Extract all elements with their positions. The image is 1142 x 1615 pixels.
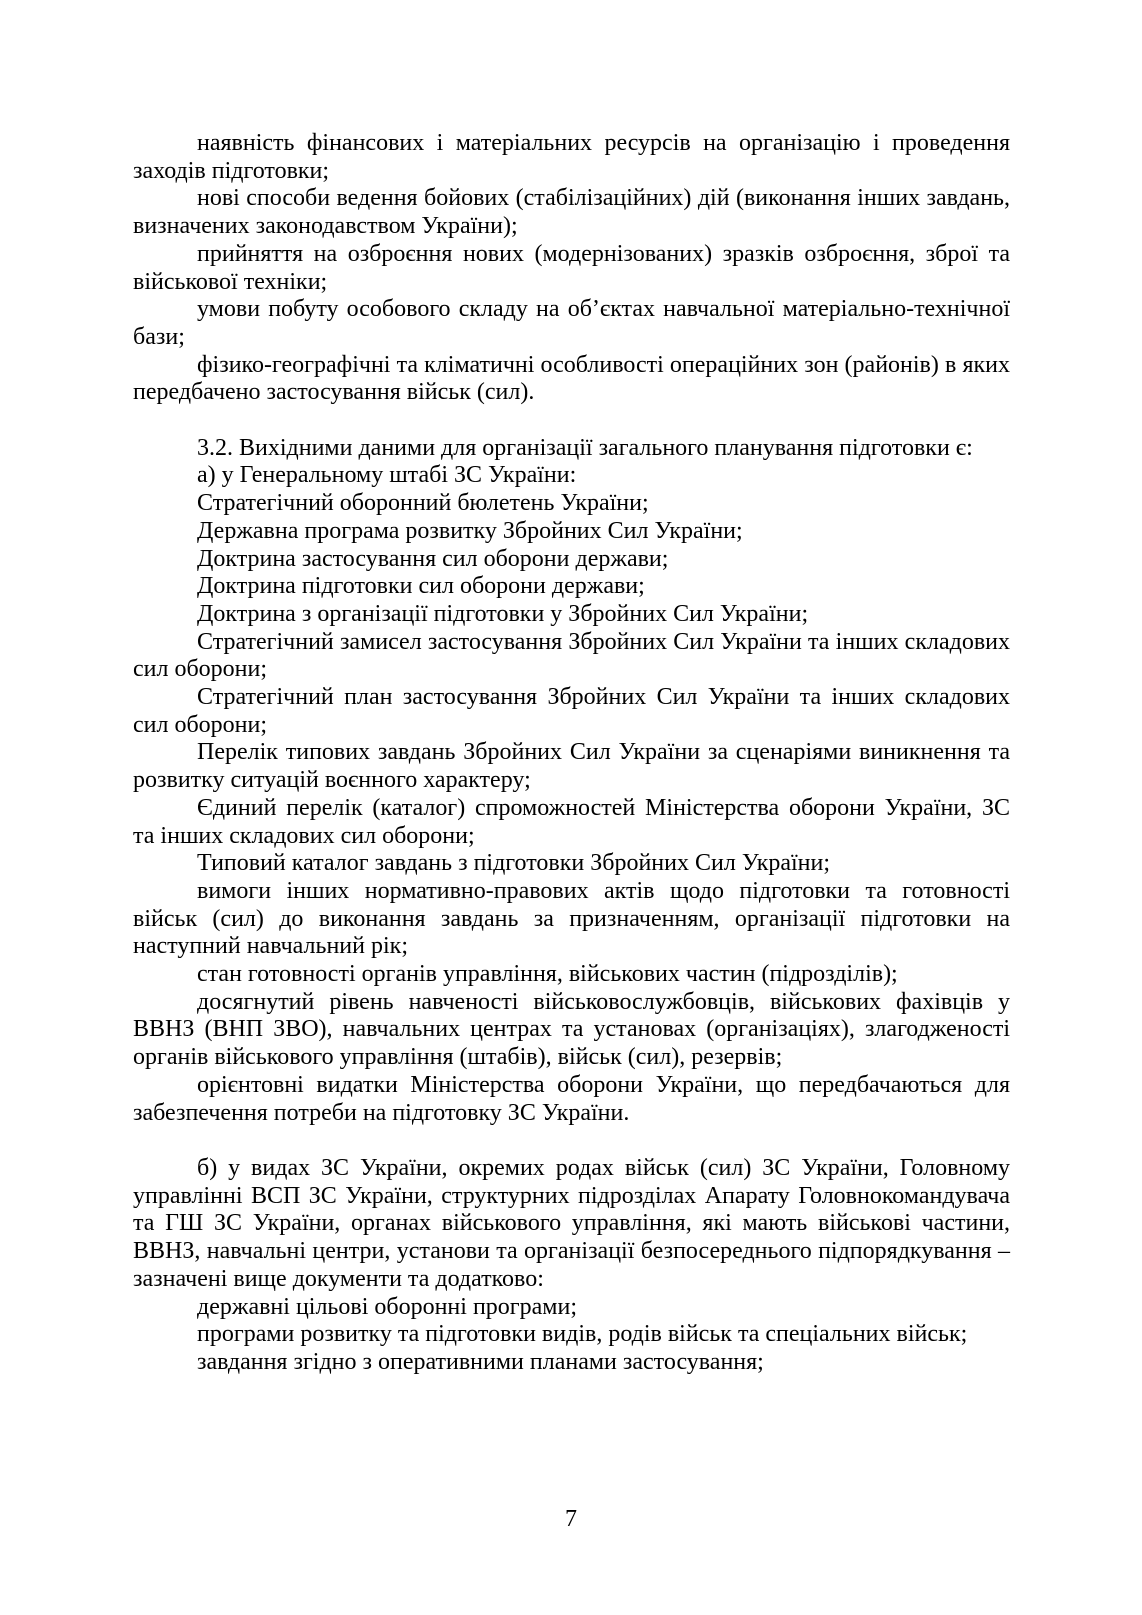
body-paragraph: умови побуту особового складу на об’єктах навчальної матеріально-технічної бази; bbox=[133, 296, 1010, 350]
body-paragraph: стан готовності органів управління, військових частин (підрозділів); bbox=[197, 961, 898, 988]
body-paragraph: програми розвитку та підготовки видів, родів військ та спеціальних військ; bbox=[197, 1321, 968, 1348]
body-paragraph: наявність фінансових і матеріальних ресурсів на організацію і проведення заходів підготовки; bbox=[133, 130, 1010, 184]
paragraph-item-a: а) у Генеральному штабі ЗС України: bbox=[197, 462, 577, 489]
body-paragraph: Доктрина підготовки сил оборони держави; bbox=[197, 573, 645, 600]
body-paragraph: нові способи ведення бойових (стабілізаційних) дій (виконання інших завдань, визначених законодавством України); bbox=[133, 185, 1010, 240]
body-paragraph: Стратегічний замисел застосування Збройних Сил України та інших складових сил оборони; bbox=[133, 628, 1010, 683]
body-paragraph: досягнутий рівень навченості військовослужбовців, військових фахівців у ВВНЗ (ВНП ЗВО), навчальних центрах та установах (організаціях), злагодженості органів військового управління (штабів), військ (сил), резервів; bbox=[133, 988, 1010, 1071]
body-paragraph: прийняття на озброєння нових (модернізованих) зразків озброєння, зброї та військової техніки; bbox=[133, 240, 1010, 295]
body-paragraph: вимоги інших нормативно-правових актів щодо підготовки та готовності військ (сил) до виконання завдань за призначенням, організації підготовки на наступний навчальний рік; bbox=[133, 877, 1010, 960]
body-paragraph: Типовий каталог завдань з підготовки Збройних Сил України; bbox=[197, 850, 831, 877]
body-paragraph: Стратегічний оборонний бюлетень України; bbox=[197, 490, 649, 517]
page-body-text bbox=[133, 130, 1010, 1377]
body-paragraph: Єдиний перелік (каталог) спроможностей Міністерства оборони України, ЗС та інших складових сил оборони; bbox=[133, 794, 1010, 849]
body-paragraph: орієнтовні видатки Міністерства оборони України, що передбачаються для забезпечення потреби на підготовку ЗС України. bbox=[133, 1071, 1010, 1126]
body-paragraph: Державна програма розвитку Збройних Сил України; bbox=[197, 517, 743, 544]
body-paragraph: завдання згідно з оперативними планами застосування; bbox=[197, 1348, 764, 1375]
body-paragraph: Стратегічний план застосування Збройних Сил України та інших складових сил оборони; bbox=[133, 684, 1010, 738]
body-paragraph: Доктрина з організації підготовки у Збройних Сил України; bbox=[197, 600, 809, 627]
body-paragraph: державні цільові оборонні програми; bbox=[197, 1293, 577, 1320]
paragraph-section-3-2: 3.2. Вихідними даними для організації загального планування підготовки є: bbox=[197, 434, 973, 461]
page-number: 7 bbox=[565, 1506, 577, 1532]
paragraph-item-b: б) у видах ЗС України, окремих родах військ (сил) ЗС України, Головному управлінні ВСП ЗС України, структурних підрозділах Апарату Головнокомандувача та ГШ ЗС України, органах військового управління, які мають військові частини, ВВНЗ, навчальні центри, установи та організації безпосереднього підпорядкування – зазначені вище документи та додатково: bbox=[133, 1154, 1010, 1292]
body-paragraph: Доктрина застосування сил оборони держави; bbox=[197, 545, 669, 572]
body-paragraph: фізико-географічні та кліматичні особливості операційних зон (районів) в яких передбачено застосування військ (сил). bbox=[133, 351, 1010, 406]
body-paragraph: Перелік типових завдань Збройних Сил України за сценаріями виникнення та розвитку ситуацій воєнного характеру; bbox=[133, 739, 1010, 794]
